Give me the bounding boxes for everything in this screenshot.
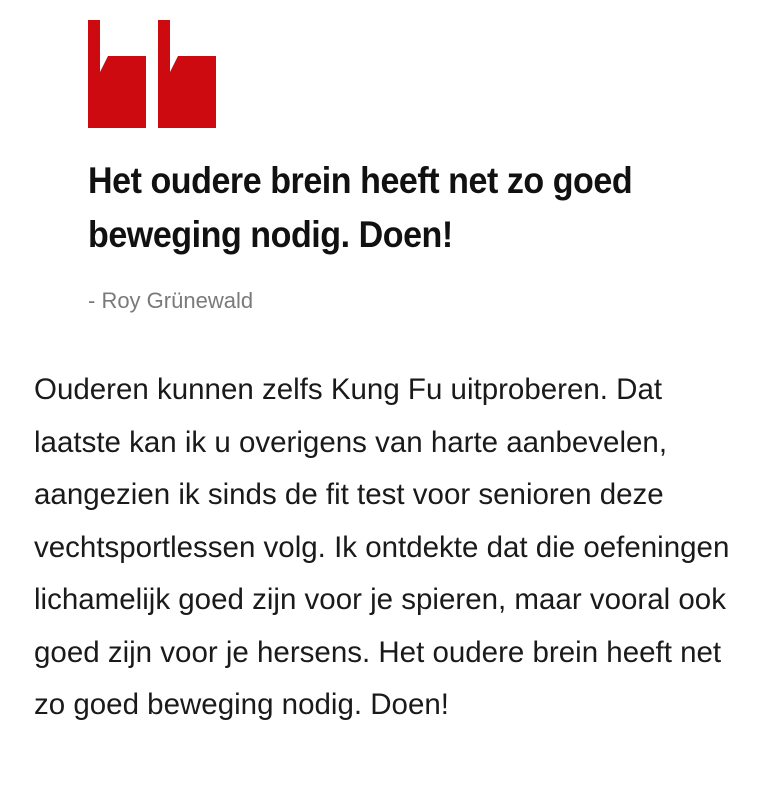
article-paragraph: Ouderen kunnen zelfs Kung Fu uitproberen. Dat laatste kan ik u overigens van harte aanbevelen, aangezien ik sinds de fit test voor senioren deze vechtsportlessen volg. Ik ontdekte dat die oefeningen lichamelijk goed zijn voor je spieren, maar vooral ook goed zijn voor je hersens. Het oudere brein heeft net zo goed beweging nodig. Doen! [34, 373, 730, 721]
quote-text: Het oudere brein heeft net zo goed beweging nodig. Doen! [88, 160, 633, 255]
pull-quote [88, 20, 728, 314]
quote-mark-icon [88, 20, 218, 130]
quote-author: - Roy Grünewald [88, 288, 254, 313]
